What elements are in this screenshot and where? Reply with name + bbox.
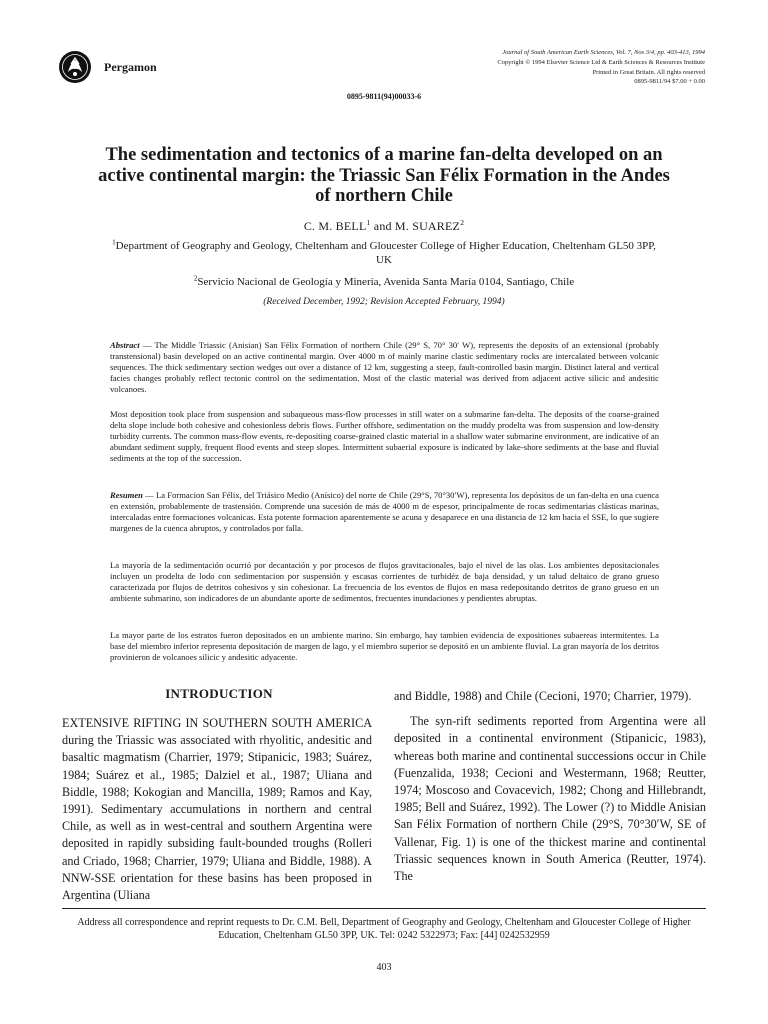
abstract-label: Abstract xyxy=(110,340,140,350)
intro-paragraph-1: EXTENSIVE RIFTING IN SOUTHERN SOUTH AMERICA during the Triassic was associated with rhyolitic, andesitic and basaltic magmatism (Charrier, 1979; Stipanicic, 1983; Suárez, 1984; Suárez et al., 1985; Dalziel et al., 1987; Uliana and Biddle, 1988; Kokogian and Mancilla, 1989; Ramos and Kay, 1991). Sedimentary accumulations in northern and central Chile, as well as in west-central and southern Argentina were deposited in rapidly subsiding fault-bounded troughs (Rolleri and Criado, 1968; Charrier, 1979; Uliana and Biddle, 1988). A NNW-SSE orientation for these basins has been proposed in Argentina (Uliana xyxy=(62,716,372,903)
author-list xyxy=(0,219,768,234)
article-title: The sedimentation and tectonics of a marine fan-delta developed on an active continental margin: the Triassic San Félix Formation in the Andes of northern Chile xyxy=(98,145,670,206)
abstract-paragraph-1 xyxy=(110,340,659,395)
resumen-label: Resumen xyxy=(110,490,143,500)
journal-line-2: Copyright © 1994 Elsevier Science Ltd & Earth Sciences & Resources Institute xyxy=(497,58,705,66)
journal-line-1: Journal of South American Earth Sciences, Vol. 7, Nos 3/4, pp. 403-413, 1994 xyxy=(502,49,705,56)
affiliation-2-text: Servicio Nacional de Geología y Minería, Avenida Santa María 0104, Santiago, Chile xyxy=(197,276,575,288)
section-heading-introduction: INTRODUCTION xyxy=(165,686,273,701)
journal-line-4: 0895-9811/94 $7.00 + 0.00 xyxy=(634,78,705,86)
author-1: C. M. BELL xyxy=(303,219,367,233)
article-doi: 0895-9811(94)00033-6 xyxy=(346,92,422,101)
footnote-divider xyxy=(62,908,706,909)
left-column xyxy=(62,715,372,904)
intro-paragraph-2: The syn-rift sediments reported from Argentina were all deposited in a continental environment (Stipanicic, 1983), whereas both marine and continental successions occur in Chile (Fuenzalida, 1938; Cecioni and Westermann, 1968; Reutter, 1974; Moscoso and Covacevich, 1982; Chong and Hillebrandt, 1985; Bell and Suárez, 1992). The Lower (?) to Middle Anisian San Félix Formation of northern Chile (29°S, 70°30′W, SE of Vallenar, Fig. 1) is one of the thickest marine and continental Triassic sequences known in South America (Reutter, 1974). The xyxy=(394,714,706,884)
correspondence-footnote: Address all correspondence and reprint requests to Dr. C.M. Bell, Department of Geography and Geology, Cheltenham and Gloucester College of Higher Education, Cheltenham GL50 3PP, UK. Tel: 0242 5322973; Fax: [44] 0242532959 xyxy=(77,917,691,941)
affiliation-1-text: Department of Geography and Geology, Cheltenham and Gloucester College of Higher Education, Cheltenham GL50 3PP, UK xyxy=(115,240,656,266)
journal-line-3: Printed in Great Britain. All rights reserved xyxy=(592,68,705,76)
abstract-text-1: — The Middle Triassic (Anisian) San Félix Formation of northern Chile (29° S, 70° 30′ W), represents the deposits of an extensional (probably transtensional) basin developed on an active continental margin. Over 4000 m of mainly marine clastic sedimentary rocks are intercalated between volcanic sequences. The thick sedimentary section wedges out over a distance of 12 km, suggesting a steep, fault-controlled basin margin. Distinct lateral and vertical facies changes probably reflect tectonic control on the sedimentation. Most of the clastic material was derived from adjacent active silicic and andesitic volcanoes. xyxy=(110,340,659,395)
abstract-paragraph-2: Most deposition took place from suspension and subaqueous mass-flow processes in still water on a submarine fan-delta. The deposits of the coarse-grained delta slope include both cohesive and cohesionless debris flows. Further offshore, sedimentation on the muddy prodelta was from suspension and low-density turbidity currents. The common mass-flow events, re-depositing coarse-grained clastic material in a shallow water submarine environment, are indicative of an abundant sediment supply, frequent flood events and steep slopes. Intermittent subaerial exposure is indicated by lake-shore sediments at the base and fluvial sediments at the top of the succession. xyxy=(110,409,659,464)
author-separator: and xyxy=(370,219,395,233)
right-column xyxy=(394,688,706,885)
resumen-paragraph-2: La mayoría de la sedimentación ocurrió por decantación y por procesos de flujos gravitacionales, bajo el nivel de las olas. Los ambientes depositacionales incluyen un prodelta de lodo con sedimentacion por suspensión y escasas corrientes de turbidéz de baja densidad, y un talud deltaico de grano grueso caracterizada por flujos de detritos cohesivos y sin cohesionar. La frecuencia de los eventos de flujos en masa redepositando detritos de grano grueso en un ambiente submarino, son indicadores de un abundante aporte de sedimentos, frecuentes inundaciones y pendientes abruptas. xyxy=(110,560,659,604)
received-dates: (Received December, 1992; Revision Accepted February, 1994) xyxy=(263,297,505,307)
affiliation-2 xyxy=(110,276,658,290)
affiliation-1 xyxy=(110,240,658,267)
resumen-paragraph-1 xyxy=(110,490,659,534)
affiliation-1-mark: 1 xyxy=(112,238,116,247)
affiliation-2-mark: 2 xyxy=(193,274,198,283)
publisher-name: Pergamon xyxy=(104,60,157,74)
author-1-mark: 1 xyxy=(366,218,371,227)
publisher-logo xyxy=(58,50,92,84)
author-2: M. SUAREZ xyxy=(394,219,461,233)
intro-paragraph-1-continued: and Biddle, 1988) and Chile (Cecioni, 1970; Charrier, 1979). xyxy=(394,689,692,703)
author-2-mark: 2 xyxy=(460,218,465,227)
resumen-text-1: — La Formacion San Félix, del Triásico Medio (Anísico) del norte de Chile (29°S, 70°30′W), representa los depósitos de un fan-delta en una cuenca en extensión, probablemente de trastensión. Comprende una sucesión de más de 4000 m de espesor, principalmente de rocas sedimentarias clásticas marinas, intercaladas entre formaciones volcanicas. Esta potente formacion aparentemente se acuna y desaparece en una distancia de 12 km hacia el SSE, lo que sugiere margenes de la cuenca abruptos, y controlados por falla. xyxy=(110,490,659,534)
journal-citation xyxy=(497,48,705,87)
page-number: 403 xyxy=(376,962,392,973)
resumen-paragraph-3: La mayor parte de los estratos fueron depositados en un ambiente marino. Sin embargo, hay tambien evidencia de expositiones subaereas intermitentes. La base del miembro inferior representa depositación de margen de lago, y el miembro superior se depositó en un ambiente fluvial. La gran mayoría de los detritos provinieron de volcanoes silicic y andesitic adyacente. xyxy=(110,630,659,663)
